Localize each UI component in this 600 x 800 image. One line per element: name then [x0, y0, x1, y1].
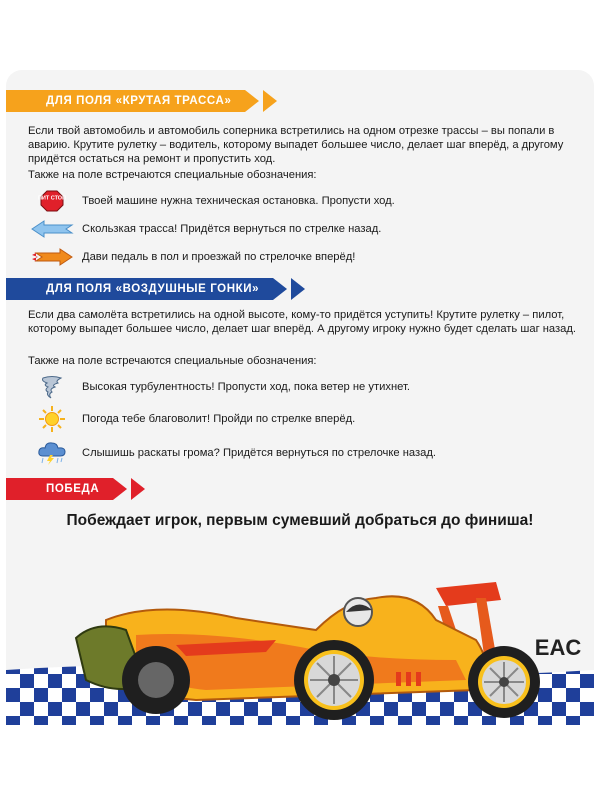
- chevron-icon: [273, 278, 287, 300]
- chevron-icon: [113, 478, 127, 500]
- banner-label: ДЛЯ ПОЛЯ «КРУТАЯ ТРАССА»: [6, 90, 245, 112]
- legend-text: Погода тебе благоволит! Пройди по стрелке вперёд.: [82, 413, 356, 425]
- section1-intro: Если твой автомобиль и автомобиль соперника встретились на одном отрезке трассы – вы попали в аварию. Крутите рулетку – водитель, которому выпадет большее число, делает шаг вперёд, а другому придётся остаться на ремонт и пропустить ход.: [28, 125, 564, 165]
- legend-text: Высокая турбулентность! Пропусти ход, пока ветер не утихнет.: [82, 381, 410, 393]
- chevron-icon: [245, 90, 259, 112]
- legend-text: Твоей машине нужна техническая остановка. Пропусти ход.: [82, 195, 395, 207]
- legend-text: Слышишь раскаты грома? Придётся вернуться по стрелочке назад.: [82, 447, 436, 459]
- chevron-icon: [263, 90, 277, 112]
- pit-stop-icon: [34, 190, 70, 212]
- blue-arrow-back-icon: [34, 218, 70, 240]
- banner-pobeda: [6, 478, 145, 500]
- storm-cloud-icon: [34, 442, 70, 464]
- section1-also: Также на поле встречаются специальные обозначения:: [28, 169, 317, 181]
- pit-stop-sign-text-1: ПИТ СТОП: [37, 195, 67, 202]
- banner-label: ПОБЕДА: [6, 478, 113, 500]
- legend-row-slippery: [34, 218, 381, 240]
- sun-icon: [34, 408, 70, 430]
- win-condition: Побеждает игрок, первым сумевший добраться до финиша!: [66, 512, 534, 529]
- banner-label: ДЛЯ ПОЛЯ «ВОЗДУШНЫЕ ГОНКИ»: [6, 278, 273, 300]
- race-car-illustration: [76, 560, 546, 730]
- legend-text: Скользкая трасса! Придётся вернуться по стрелке назад.: [82, 223, 382, 235]
- legend-row-pit-stop: [34, 190, 395, 212]
- banner-krutaya-trassa: [6, 90, 277, 112]
- legend-row-thunder: [34, 442, 436, 464]
- legend-row-sun: [34, 408, 355, 430]
- tornado-icon: [34, 376, 70, 398]
- chevron-icon: [291, 278, 305, 300]
- orange-arrow-forward-icon: [34, 246, 70, 268]
- eac-certification-mark: [534, 628, 582, 664]
- rules-card: [6, 70, 594, 725]
- legend-row-turbulence: [34, 376, 410, 398]
- chevron-icon: [131, 478, 145, 500]
- legend-row-speedup: [34, 246, 355, 268]
- svg-text:EAC: EAC: [534, 635, 582, 660]
- section2-intro: Если два самолёта встретились на одной высоте, кому-то придётся уступить! Крутите рулетку – пилот, которому выпадет большее число, делает шаг вперёд. А другому игроку нужно будет сделать шаг назад.: [28, 309, 577, 335]
- section2-also: Также на поле встречаются специальные обозначения:: [28, 355, 317, 367]
- banner-vozdushnye-gonki: [6, 278, 305, 300]
- legend-text: Дави педаль в пол и проезжай по стрелочке вперёд!: [82, 251, 356, 263]
